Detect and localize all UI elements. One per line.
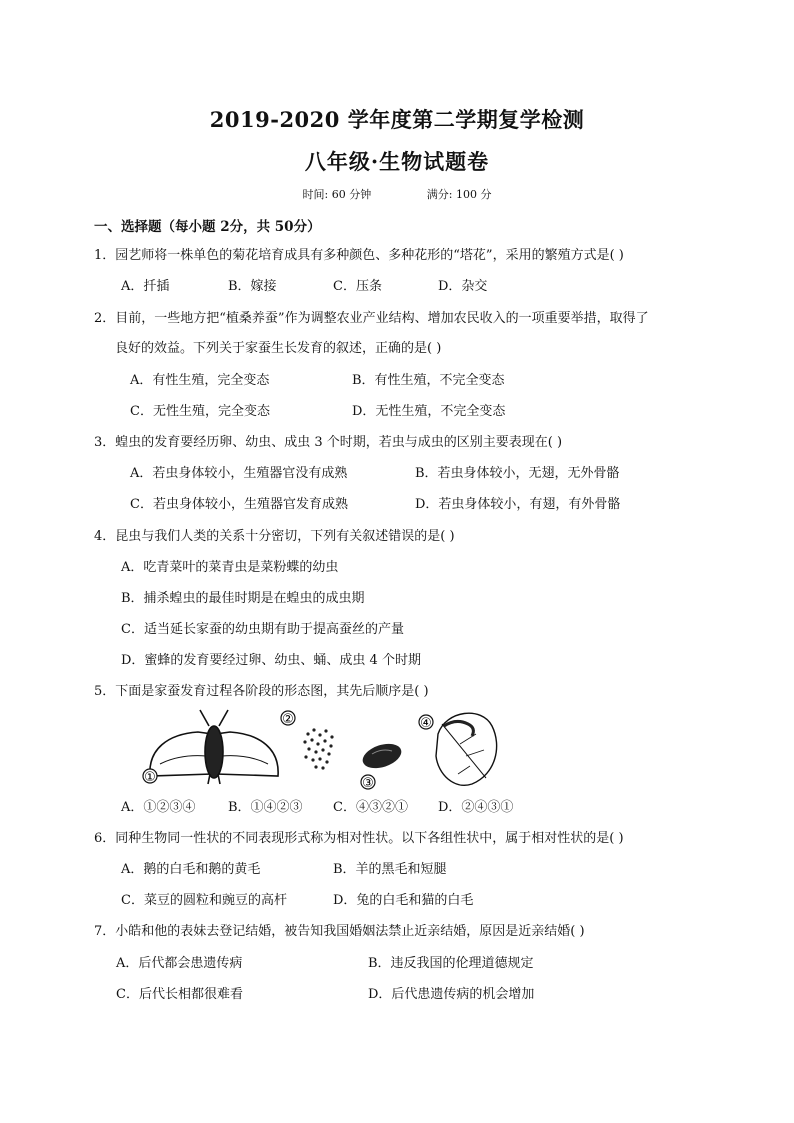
question-3-option-d: D．若虫身体较小，有翅，有外骨骼 xyxy=(415,497,621,512)
question-3-option-c: C．若虫身体较小，生殖器官发育成熟 xyxy=(130,497,348,512)
figure-label-1: ① xyxy=(144,770,156,785)
question-5-option-d: D．②④③① xyxy=(438,800,514,815)
section-heading: 一、选择题（每小题 2分，共 50分） xyxy=(94,219,321,235)
question-5-option-b: B．①④②③ xyxy=(228,800,303,815)
question-2-stem-line-1: 2．目前，一些地方把“植桑养蚕”作为调整农业产业结构、增加农民收入的一项重要举措，取得了 xyxy=(94,311,649,326)
question-7-option-b: B．违反我国的伦理道德规定 xyxy=(368,956,534,971)
question-5-stem: 5．下面是家蚕发育过程各阶段的形态图，其先后顺序是( ) xyxy=(94,684,429,699)
larva-on-leaf-drawing xyxy=(436,713,497,785)
silkworm-stages-figure xyxy=(120,704,500,792)
question-3-stem: 3．蝗虫的发育要经历卵、幼虫、成虫 3 个时期，若虫与成虫的区别主要表现在( ) xyxy=(94,435,563,450)
eggs-drawing xyxy=(303,728,333,769)
exam-title: 2019-2020 学年度第二学期复学检测 xyxy=(209,107,585,132)
question-7-option-d: D．后代患遗传病的机会增加 xyxy=(368,987,535,1002)
question-1-option-b: B．嫁接 xyxy=(228,279,277,294)
question-7-stem: 7．小皓和他的表妹去登记结婚，被告知我国婚姻法禁止近亲结婚，原因是近亲结婚( ) xyxy=(94,924,585,939)
exam-score: 满分: 100 分 xyxy=(426,188,492,201)
question-7-option-a: A．后代都会患遗传病 xyxy=(116,956,243,971)
question-7-option-c: C．后代长相都很难看 xyxy=(116,987,243,1002)
question-4-option-d: D．蜜蜂的发育要经过卵、幼虫、蛹、成虫 4 个时期 xyxy=(121,653,421,668)
question-1-option-d: D．杂交 xyxy=(438,279,488,294)
figure-label-3: ③ xyxy=(362,776,374,791)
pupa-drawing xyxy=(360,739,405,772)
question-4-stem: 4．昆虫与我们人类的关系十分密切，下列有关叙述错误的是( ) xyxy=(94,529,455,544)
question-5-option-c: C．④③②① xyxy=(333,800,408,815)
question-6-option-c: C．菜豆的圆粒和豌豆的高杆 xyxy=(121,893,287,908)
question-3-option-a: A．若虫身体较小，生殖器官没有成熟 xyxy=(130,466,348,481)
question-6-option-d: D．兔的白毛和猫的白毛 xyxy=(333,893,474,908)
exam-meta xyxy=(0,186,794,202)
question-6-option-b: B．羊的黑毛和短腿 xyxy=(333,862,447,877)
question-2-stem-line-2: 良好的效益。下列关于家蚕生长发育的叙述，正确的是( ) xyxy=(115,341,442,356)
question-2-option-c: C．无性生殖，完全变态 xyxy=(130,404,270,419)
question-2-option-d: D．无性生殖，不完全变态 xyxy=(352,404,506,419)
question-2-option-b: B．有性生殖，不完全变态 xyxy=(352,373,505,388)
question-1-option-a: A．扦插 xyxy=(121,279,170,294)
exam-subtitle: 八年级·生物试题卷 xyxy=(304,149,490,174)
figure-label-4: ④ xyxy=(420,716,432,731)
question-4-option-a: A．吃青菜叶的菜青虫是菜粉蝶的幼虫 xyxy=(121,560,339,575)
question-1-stem: 1．园艺师将一株单色的菊花培育成具有多种颜色、多种花形的“塔花”，采用的繁殖方式是( ) xyxy=(94,248,624,263)
question-5-option-a: A．①②③④ xyxy=(121,800,196,815)
question-3-option-b: B．若虫身体较小，无翅，无外骨骼 xyxy=(415,466,620,481)
figure-label-2: ② xyxy=(282,712,294,727)
question-2-option-a: A．有性生殖，完全变态 xyxy=(130,373,270,388)
moth-drawing xyxy=(150,710,278,784)
question-6-stem: 6．同种生物同一性状的不同表现形式称为相对性状。以下各组性状中，属于相对性状的是( ) xyxy=(94,831,624,846)
question-4-option-c: C．适当延长家蚕的幼虫期有助于提高蚕丝的产量 xyxy=(121,622,404,637)
question-6-option-a: A．鹅的白毛和鹅的黄毛 xyxy=(121,862,261,877)
question-4-option-b: B．捕杀蝗虫的最佳时期是在蝗虫的成虫期 xyxy=(121,591,365,606)
question-1-option-c: C．压条 xyxy=(333,279,382,294)
exam-time: 时间: 60 分钟 xyxy=(302,188,372,201)
